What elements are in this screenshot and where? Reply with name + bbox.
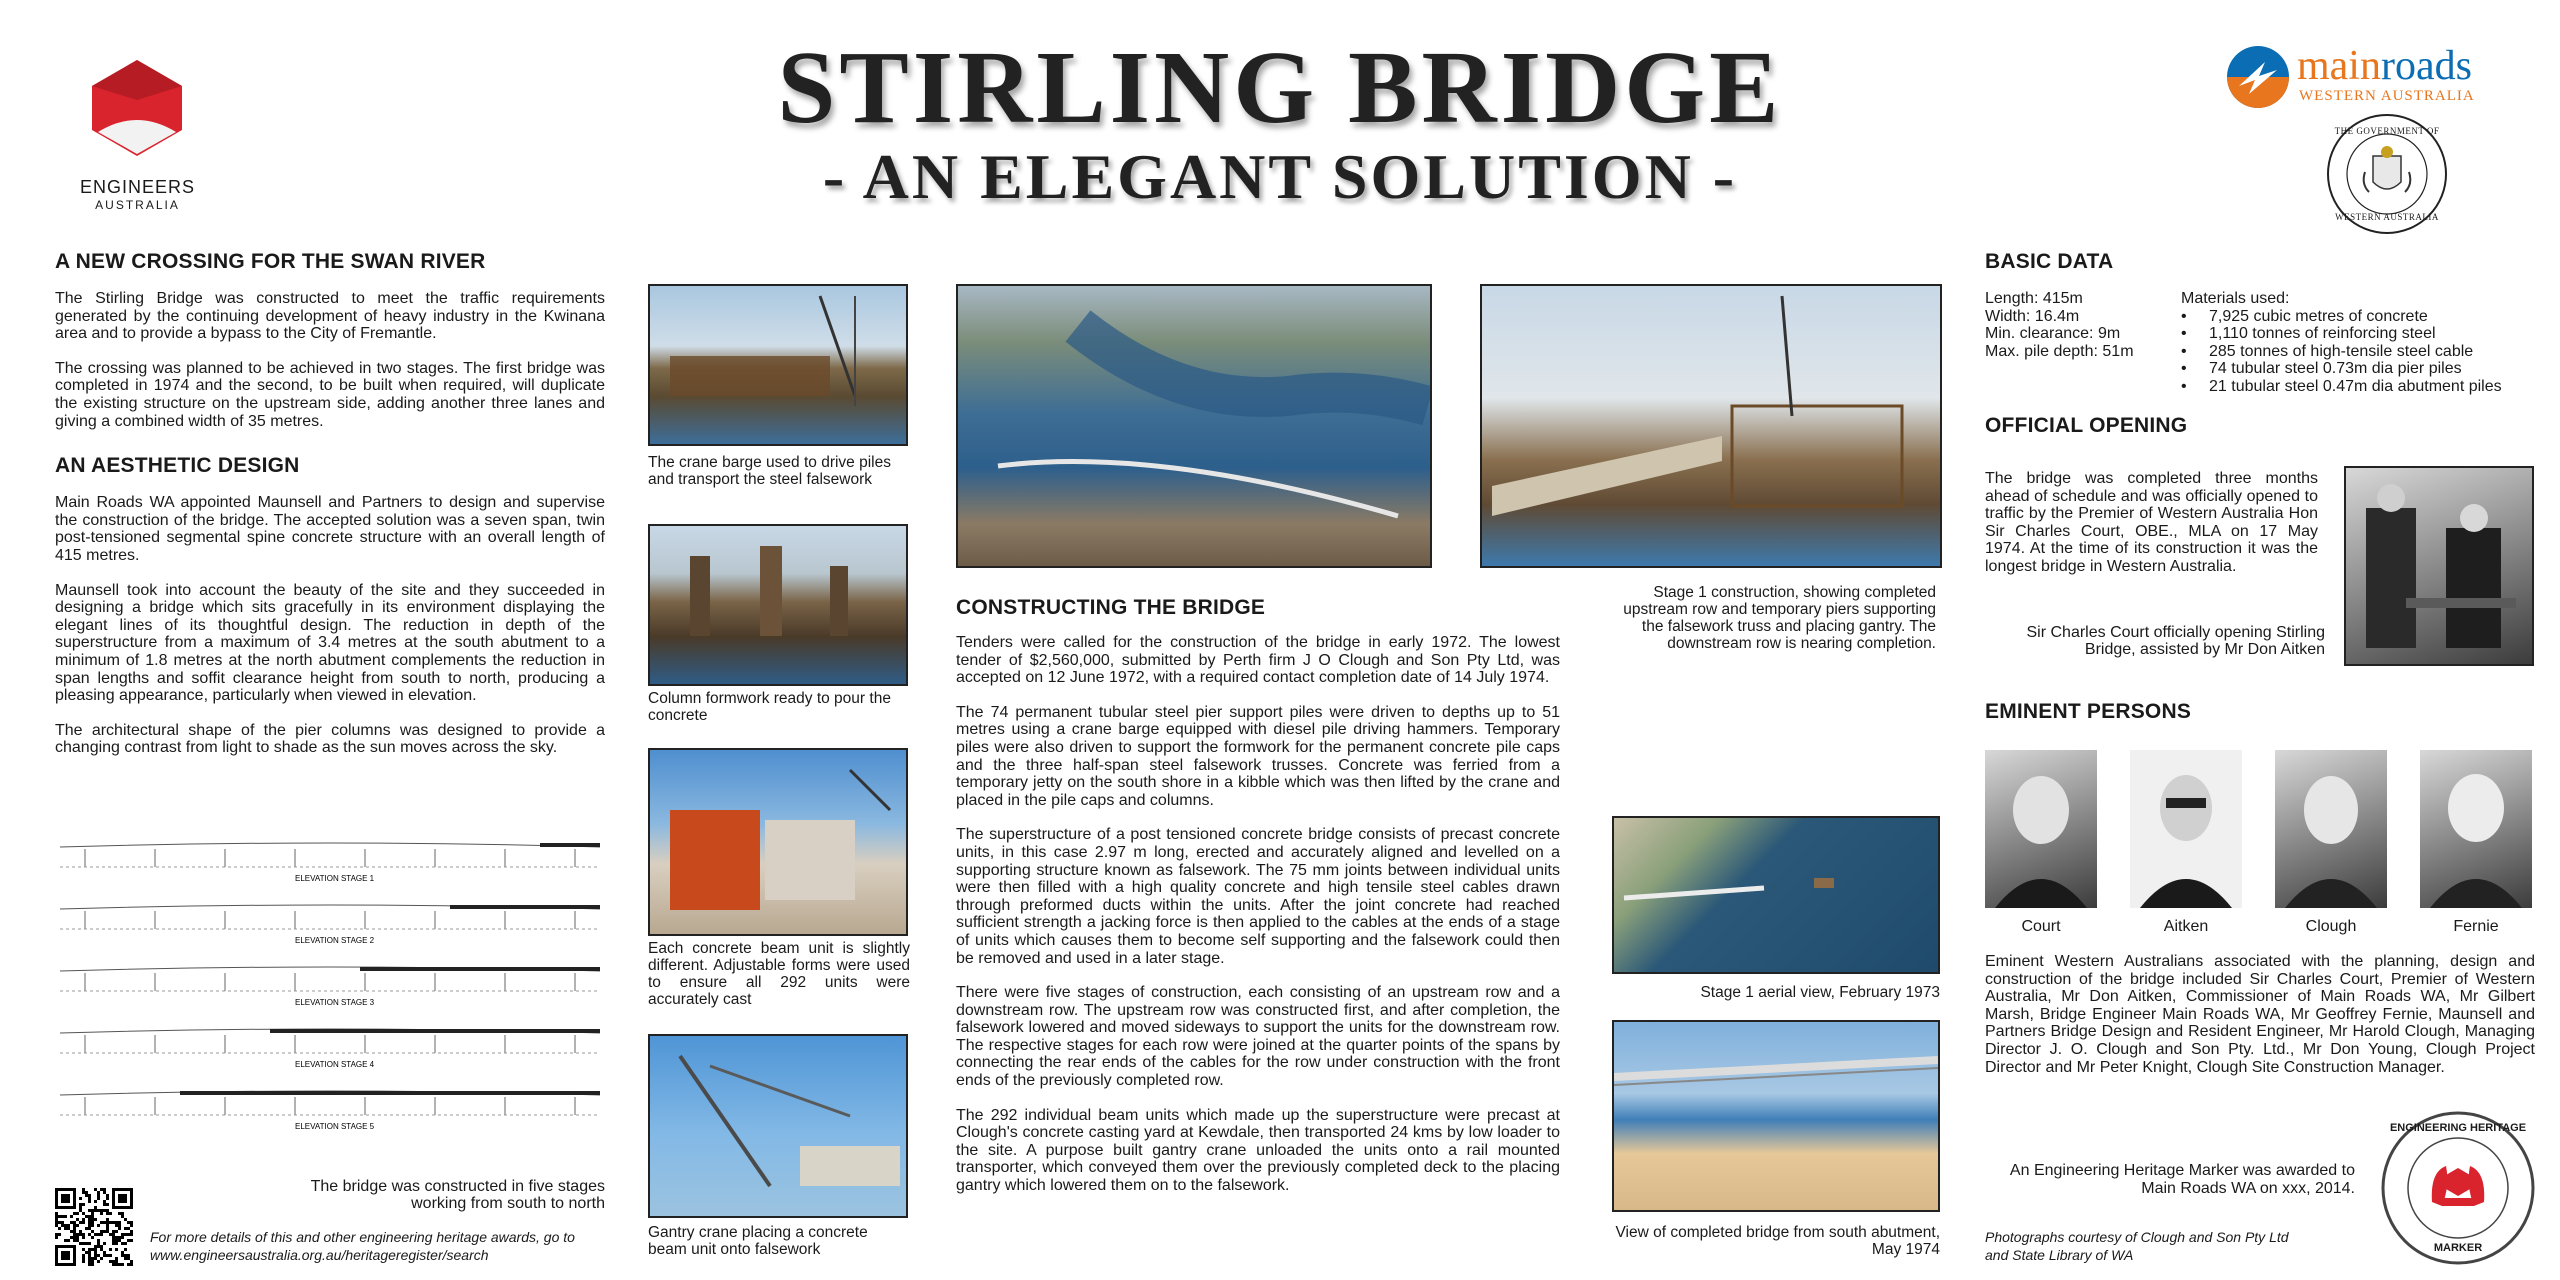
basic-clearance: Min. clearance: 9m bbox=[1985, 325, 2121, 342]
paragraph: The Stirling Bridge was constructed to meet the traffic requirements generated by the continuing development of heavy industry in the Kwinana area and to provide a bypass to the City of Fremantle. bbox=[55, 290, 605, 343]
photo-completed-bridge bbox=[1612, 1020, 1940, 1212]
photo-stage1-construction bbox=[1480, 284, 1942, 568]
caption-completed-bridge: View of completed bridge from south abutment, May 1974 bbox=[1615, 1224, 1940, 1258]
elevation-stage-label: ELEVATION STAGE 5 bbox=[295, 1122, 375, 1131]
elevation-stage bbox=[60, 843, 600, 883]
heading-basic-data: BASIC DATA bbox=[1985, 250, 2114, 273]
elevation-stage-label: ELEVATION STAGE 1 bbox=[295, 874, 375, 883]
eminent-text: Eminent Western Australians associated with the planning, design and construction of the bridge included Sir Charles Court, Premier of Western Australia, Mr Don Aitken, Commissioner of Main Roads WA, Mr Gilbert Marsh, Bridge Engineer Main Roads WA, Mr Geoffrey Fernie, Maunsell and Partners Bridge Design and Resident Engineer, Mr Harold Clough, Managing Director J. O. Clough and Son Pty. Ltd., Mr Don Young, Clough Project Director and Mr Peter Knight, Clough Site Construction Manager. bbox=[1985, 953, 2535, 1076]
government-seal bbox=[2325, 112, 2449, 236]
photo-official-opening bbox=[2344, 466, 2534, 666]
paragraph: There were five stages of construction, each consisting of an upstream row and a downstream row. The upstream row was constructed first, and after completion, the falsework lowered and moved sideways to support the units for the downstream row. The respective stages for each row were joined at the quarter points of the spans by connecting the rear ends of the cables for the row under construction with the front ends of the previously completed row. bbox=[956, 984, 1560, 1090]
seal-text-top: THE GOVERNMENT OF bbox=[2334, 126, 2440, 136]
caption-stage1-aerial: Stage 1 aerial view, February 1973 bbox=[1700, 984, 1940, 1001]
photo-beam-unit bbox=[648, 748, 908, 936]
basic-pile-depth: Max. pile depth: 51m bbox=[1985, 342, 2134, 360]
main-roads-word-main: main bbox=[2297, 43, 2381, 89]
elevation-drawing bbox=[55, 815, 605, 1135]
qr-code-icon bbox=[55, 1188, 133, 1266]
material-item: • 285 tonnes of high-tensile steel cable bbox=[2181, 343, 2531, 361]
marker-line1: An Engineering Heritage Marker was awarded to bbox=[2009, 1162, 2355, 1179]
basic-length: Length: 415m bbox=[1985, 290, 2083, 307]
main-roads-word-roads: roads bbox=[2380, 43, 2472, 89]
elevation-stage bbox=[60, 1091, 600, 1131]
caption-column-formwork: Column formwork ready to pour the concrete bbox=[648, 690, 891, 724]
engineering-heritage-marker-badge bbox=[2380, 1110, 2536, 1266]
main-roads-logo bbox=[2225, 44, 2515, 114]
name-fernie: Fernie bbox=[2453, 918, 2499, 935]
caption-gantry-crane: Gantry crane placing a concrete beam unit onto falsework bbox=[648, 1224, 868, 1258]
page-subtitle: - AN ELEGANT SOLUTION - bbox=[822, 141, 1738, 212]
portrait-aitken bbox=[2130, 750, 2242, 908]
stages-caption bbox=[55, 1178, 605, 1212]
portrait-fernie bbox=[2420, 750, 2532, 908]
photo-credit bbox=[1985, 1228, 2365, 1264]
heading-constructing: CONSTRUCTING THE BRIDGE bbox=[956, 596, 1266, 619]
marker-note bbox=[1985, 1162, 2355, 1198]
heading-new-crossing: A NEW CROSSING FOR THE SWAN RIVER bbox=[55, 250, 486, 273]
photo-stage1-aerial bbox=[1612, 816, 1940, 974]
material-item: • 1,110 tonnes of reinforcing steel bbox=[2181, 325, 2531, 343]
paragraph: Main Roads WA appointed Maunsell and Partners to design and supervise the construction of the bridge. The accepted solution was a seven span, twin post-tensioned segmental spine concrete structure with an overall length of 415 metres. bbox=[55, 494, 605, 564]
paragraph: Maunsell took into account the beauty of the site and they succeeded in designing a bridge which sits gracefully in its environment displaying the elegant lines of its thoughtful design. The reduction in depth of the superstructure from a maximum of 3.4 metres at the south abutment to a minimum of 1.8 metres at the north abutment complements the reduction in span lengths and soffit clearance height from south to north, producing a pleasing appearance, particularly when viewed in elevation. bbox=[55, 581, 605, 705]
column-basic-data bbox=[1985, 250, 2530, 438]
ea-logo-line1: ENGINEERS bbox=[79, 177, 196, 197]
portrait-clough bbox=[2275, 750, 2387, 908]
material-item: • 21 tubular steel 0.47m dia abutment piles bbox=[2181, 378, 2531, 396]
main-roads-emblem-icon bbox=[2225, 44, 2291, 110]
more-details-line1: For more details of this and other engineering heritage awards, go to bbox=[150, 1229, 575, 1245]
photo-column-formwork bbox=[648, 524, 908, 686]
elevation-stage-label: ELEVATION STAGE 4 bbox=[295, 1060, 375, 1069]
elevation-stage bbox=[60, 905, 600, 945]
qr-code bbox=[55, 1188, 133, 1266]
opening-text: The bridge was completed three months ahead of schedule and was officially opened to traffic by the Premier of Western Australia Hon Sir Charles Court, OBE., MLA on 17 May 1974. At the time of its construction it was the longest bridge in Western Australia. bbox=[1985, 470, 2318, 575]
badge-text-top: ENGINEERING HERITAGE bbox=[2389, 1122, 2527, 1134]
credit-line1: Photographs courtesy of Clough and Son Pty Ltd bbox=[1985, 1229, 2289, 1245]
basic-width: Width: 16.4m bbox=[1985, 307, 2080, 325]
name-court: Court bbox=[2021, 918, 2061, 935]
material-item: • 7,925 cubic metres of concrete bbox=[2181, 308, 2531, 326]
column-intro bbox=[55, 250, 605, 774]
stages-caption-line1: The bridge was constructed in five stages bbox=[310, 1178, 605, 1195]
name-clough: Clough bbox=[2305, 918, 2357, 935]
marker-line2: Main Roads WA on xxx, 2014. bbox=[2141, 1180, 2355, 1197]
heading-eminent-wrap bbox=[1985, 700, 2530, 724]
portrait-court bbox=[1985, 750, 2097, 908]
paragraph: Tenders were called for the construction of the bridge in early 1972. The lowest tender of $2,560,000, submitted by Perth firm J O Clough and Son Pty Ltd, was accepted on 12 June 1972, with a required contact completion date of 14 July 1974. bbox=[956, 634, 1560, 687]
photo-aerial-river bbox=[956, 284, 1432, 568]
caption-stage1-construction: Stage 1 construction, showing completed upstream row and temporary piers supporting the falsework truss and placing gantry. The downstream row is nearing completion. bbox=[1623, 584, 1936, 652]
more-details-note bbox=[150, 1228, 610, 1264]
elevation-stage bbox=[60, 1029, 600, 1069]
heading-aesthetic-design: AN AESTHETIC DESIGN bbox=[55, 454, 300, 478]
paragraph: The superstructure of a post tensioned concrete bridge consists of precast concrete units, in this case 2.97 m long, erected and accurately aligned and levelled on a supporting structure known as falsework. The 75 mm joints between individual units were then filled with a high quality concrete and high tensile steel cables drawn through preformed ducts within the units. After the joint concrete had reached sufficient strength a jacking force is then applied to the cables at the ends of a stage of units which causes them to become self supporting and the falsework could then be removed and used in a later stage. bbox=[956, 826, 1560, 967]
elevation-stage-label: ELEVATION STAGE 3 bbox=[295, 998, 375, 1007]
opening-caption: Sir Charles Court officially opening Stirling Bridge, assisted by Mr Don Aitken bbox=[2026, 624, 2325, 658]
material-item: • 74 tubular steel 0.73m dia pier piles bbox=[2181, 360, 2531, 378]
main-roads-sub: WESTERN AUSTRALIA bbox=[2299, 88, 2475, 104]
paragraph: The crossing was planned to be achieved in two stages. The first bridge was completed in 1974 and the second, to be built when required, will duplicate the existing structure on the upstream side, adding another three lanes and giving a combined width of 35 metres. bbox=[55, 359, 605, 430]
seal-text-bottom: WESTERN AUSTRALIA bbox=[2335, 212, 2439, 222]
paragraph: The 292 individual beam units which made up the superstructure were precast at Clough's concrete casting yard at Kewdale, then transported 24 kms by low loader to the site. A purpose built gantry crane unloaded the units onto a rail mounted transporter, which conveyed them over the previously completed deck to the placing gantry which lowered them on to the falsework. bbox=[956, 1106, 1560, 1195]
more-details-url: www.engineersaustralia.org.au/heritageregister/search bbox=[150, 1247, 489, 1263]
materials-label: Materials used: bbox=[2181, 290, 2290, 307]
paragraph: The 74 permanent tubular steel pier support piles were driven to depths up to 51 metres using a crane barge equipped with diesel pile driving hammers. Temporary piles were also driven to support the formwork for the permanent concrete pile caps and the three half-span steel falsework trusses. Concrete was ferried from a temporary jetty on the south shore in a kibble which was then lifted by the crane and placed in the pile caps and columns. bbox=[956, 703, 1560, 809]
badge-text-bottom: MARKER bbox=[2433, 1242, 2483, 1254]
paragraph: The architectural shape of the pier columns was designed to provide a changing contrast from light to shade as the sun moves across the sky. bbox=[55, 721, 605, 757]
ea-logo-line2: AUSTRALIA bbox=[95, 198, 180, 212]
heading-eminent-persons: EMINENT PERSONS bbox=[1985, 700, 2192, 723]
elevation-stages-drawing bbox=[55, 815, 605, 1135]
column-construction bbox=[956, 596, 1560, 1212]
heading-official-opening: OFFICIAL OPENING bbox=[1985, 414, 2188, 437]
name-aitken: Aitken bbox=[2163, 918, 2209, 935]
photo-crane-barge bbox=[648, 284, 908, 446]
photo-gantry-crane bbox=[648, 1034, 908, 1218]
caption-beam-unit: Each concrete beam unit is slightly different. Adjustable forms were used to ensure all 292 units were accurately cast bbox=[648, 940, 910, 1008]
elevation-stage bbox=[60, 967, 600, 1007]
caption-crane-barge: The crane barge used to drive piles and transport the steel falsework bbox=[648, 454, 891, 488]
elevation-stage-label: ELEVATION STAGE 2 bbox=[295, 936, 375, 945]
page-title: STIRLING BRIDGE bbox=[777, 30, 1783, 145]
stages-caption-line2: working from south to north bbox=[411, 1195, 605, 1212]
credit-line2: and State Library of WA bbox=[1985, 1247, 2134, 1263]
